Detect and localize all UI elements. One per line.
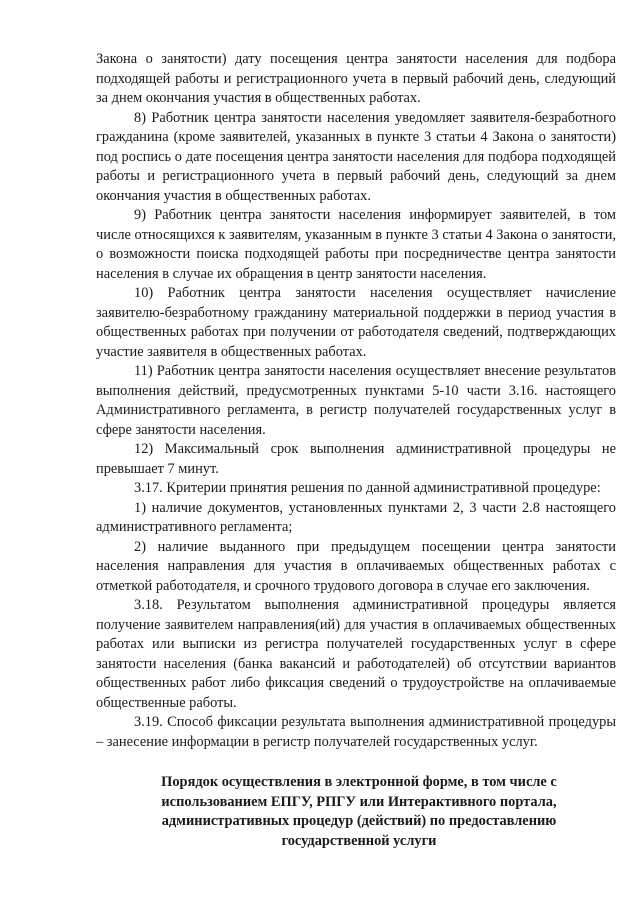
paragraph-section-3-18: 3.18. Результатом выполнения административной процедуры является получение заявителем направления(ий) для участия в оплачиваемых общественных работах или выписки из регистра получателей государственных услуг в сфере занятости населения (банка вакансий и работодателей) об отсутствии вариантов общественных работ либо фиксация сведений о трудоустройстве на оплачиваемые общественные работы. (96, 597, 616, 711)
paragraph-section-3-19: 3.19. Способ фиксации результата выполнения административной процедуры – занесение информации в регистр получателей государственных услуг. (96, 714, 616, 750)
document-body (96, 50, 616, 752)
paragraph-criterion-2: 2) наличие выданного при предыдущем посещении центра занятости населения направления для участия в оплачиваемых общественных работах с отметкой работодателя, и срочного трудового договора в случае его заключения. (96, 538, 616, 594)
paragraph-item-9: 9) Работник центра занятости населения информирует заявителей, в том числе относящихся к заявителям, указанным в пункте 3 статьи 4 Закона о занятости, о возможности поиска подходящей работы при посредничестве центра занятости населения в случае их обращения в центр занятости населения. (96, 207, 616, 282)
paragraph-item-10: 10) Работник центра занятости населения осуществляет начисление заявителю-безработному гражданину материальной поддержки в период участия в общественных работах при получении от работодателя сведений, подтверждающих участие заявителя в общественных работах. (96, 285, 616, 360)
paragraph-item-12: 12) Максимальный срок выполнения административной процедуры не превышает 7 минут. (96, 441, 616, 477)
paragraph-section-3-17: 3.17. Критерии принятия решения по данной административной процедуре: (134, 480, 601, 496)
paragraph-item-11: 11) Работник центра занятости населения осуществляет внесение результатов выполнения действий, предусмотренных пунктами 5-10 части 3.16. настоящего Административного регламента, в регистр получателей государственных услуг в сфере занятости населения. (96, 363, 616, 438)
section-heading: Порядок осуществления в электронной форме, в том числе с использованием ЕПГУ, РПГУ или Интерактивного портала, административных процедур (действий) по предоставлению государственной услуги (161, 774, 557, 849)
paragraph-criterion-1: 1) наличие документов, установленных пунктами 2, 3 части 2.8 настоящего административного регламента; (96, 499, 616, 535)
paragraph-item-8: 8) Работник центра занятости населения уведомляет заявителя-безработного гражданина (кроме заявителей, указанных в пункте 3 статьи 4 Закона о занятости) под роспись о дате посещения центра занятости населения для подбора подходящей работы и регистрационного учета в первый рабочий день, следующий за днем окончания участия в общественных работах. (96, 109, 616, 204)
paragraph-continuation: Закона о занятости) дату посещения центра занятости населения для подбора подходящей работы и регистрационного учета в первый рабочий день, следующий за днем окончания участия в общественных работах. (96, 51, 616, 106)
